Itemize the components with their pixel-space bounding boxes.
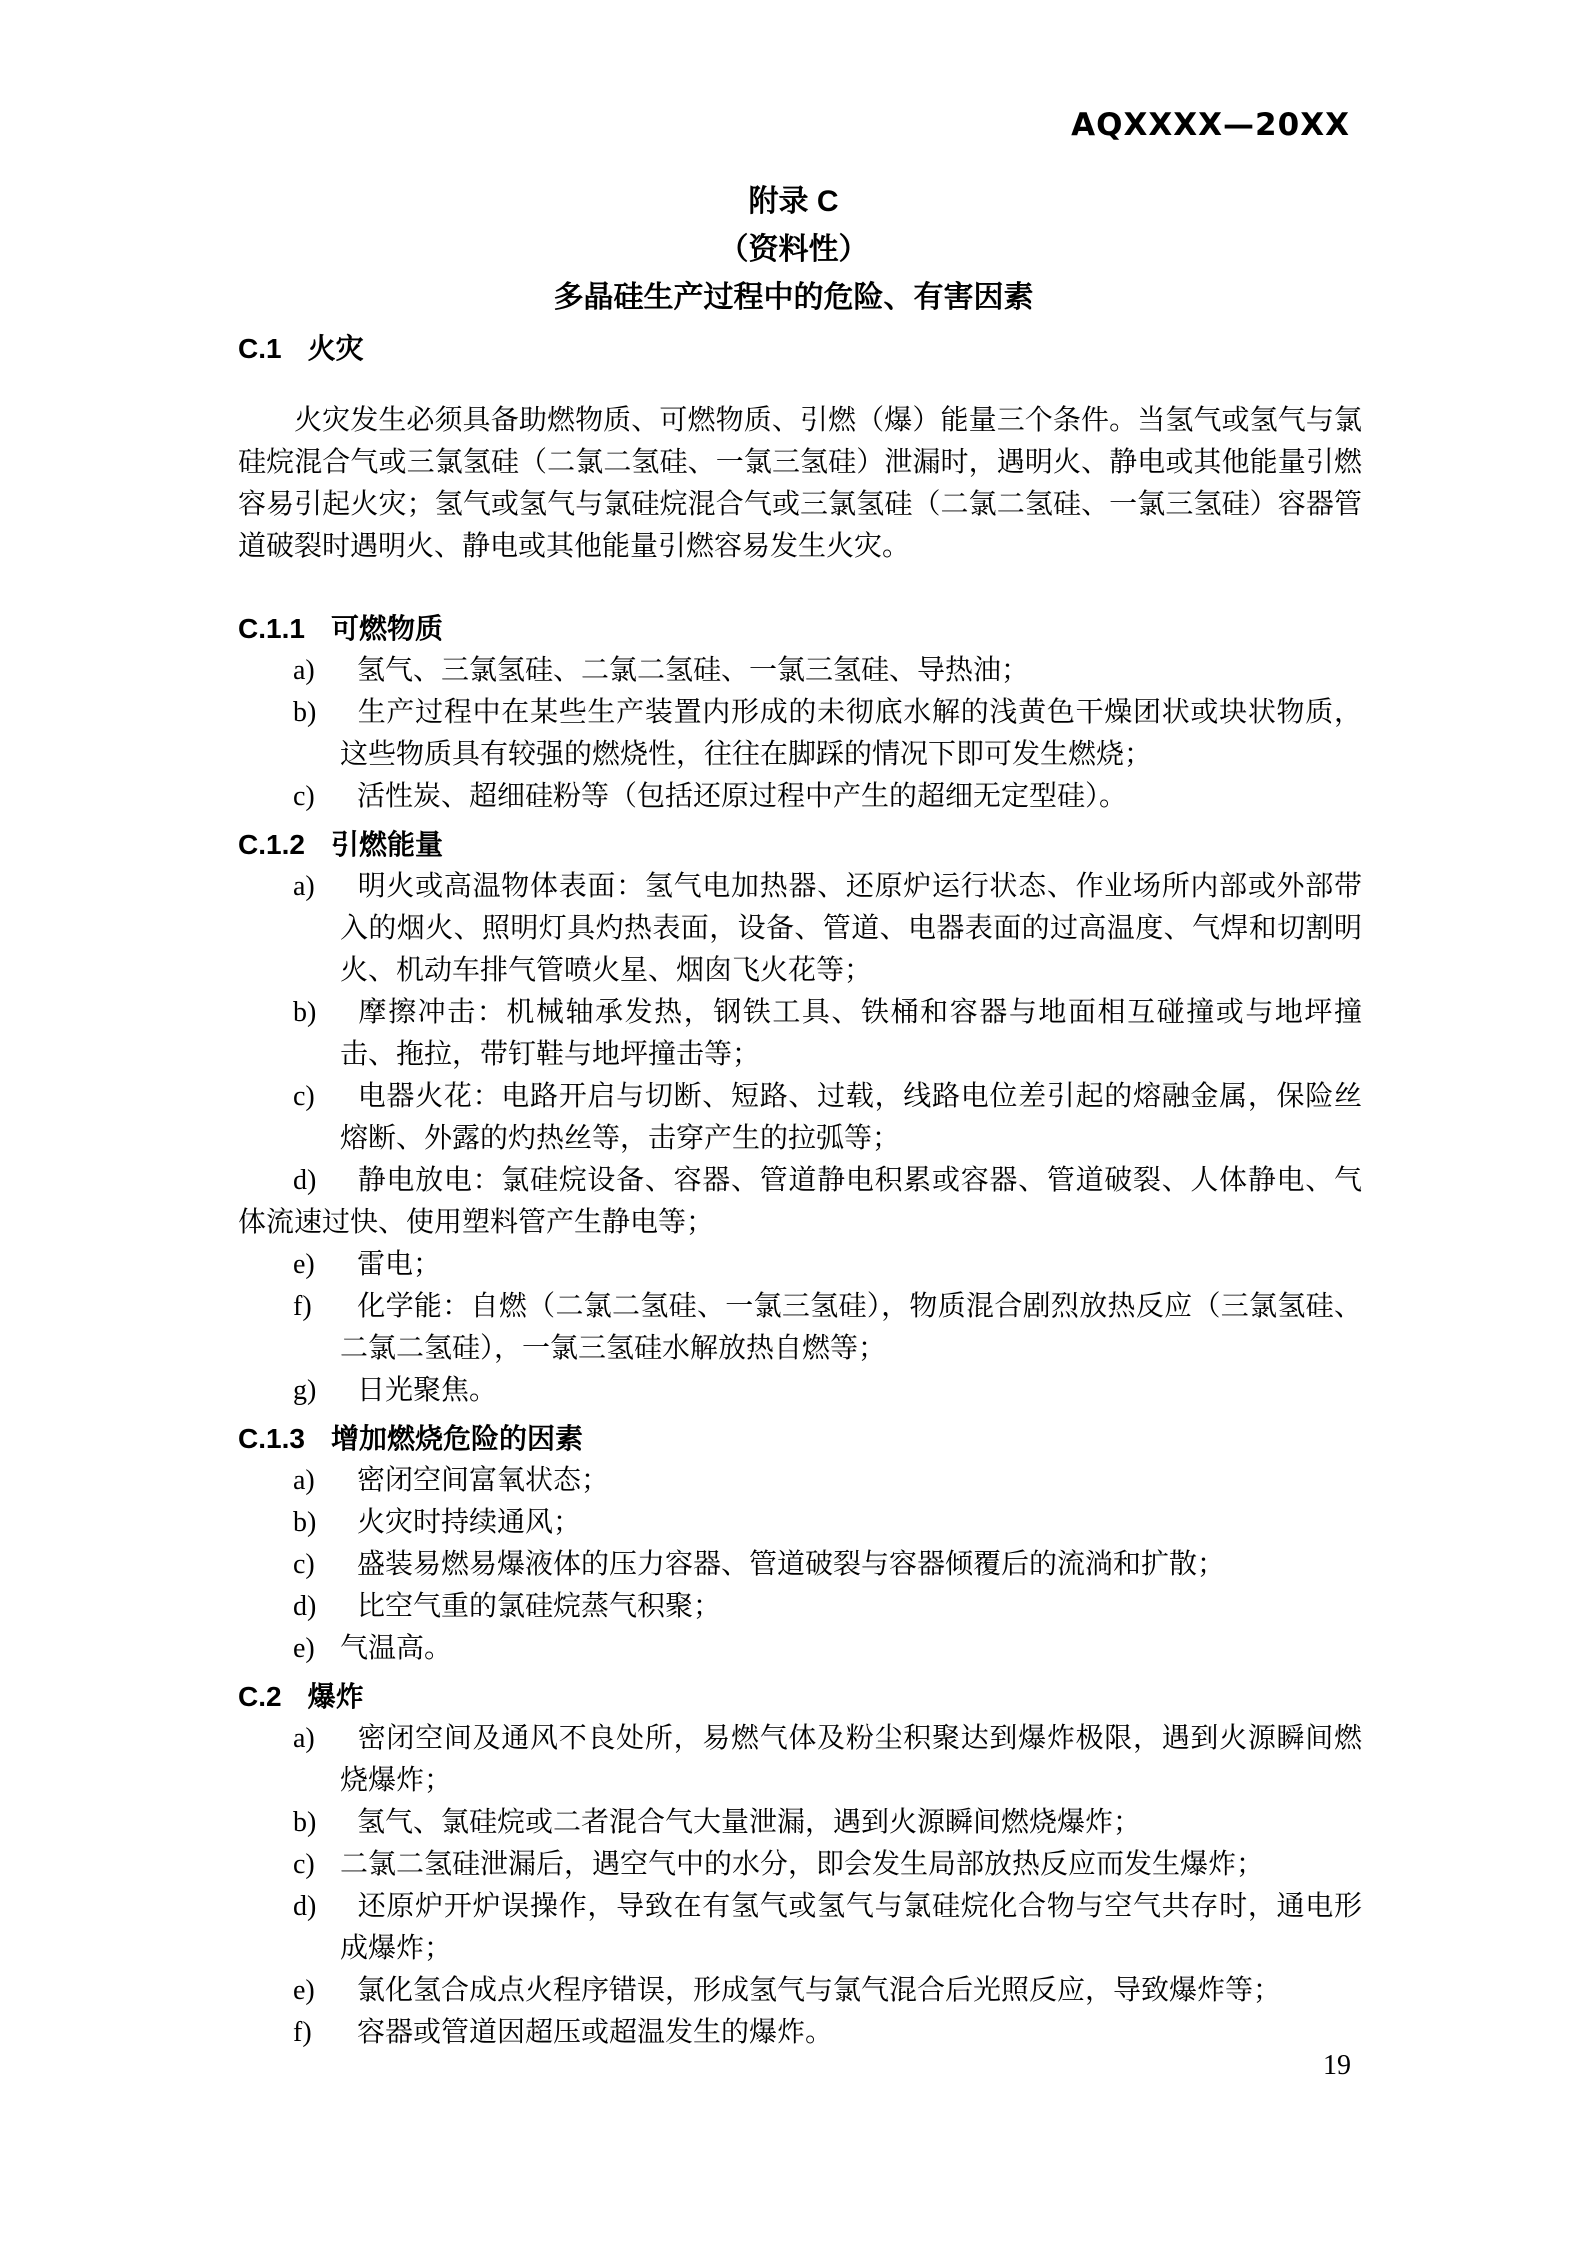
list-item-text: 氢气、氯硅烷或二者混合气大量泄漏，遇到火源瞬间燃烧爆炸； (357, 1807, 1142, 1838)
list-item-marker: g) (293, 1375, 317, 1406)
list-item-marker: d) (293, 1891, 317, 1922)
list-item-marker: d) (293, 1165, 317, 1196)
list-item (238, 1160, 1362, 1244)
list-item-marker: c) (293, 1549, 315, 1580)
list-item-marker: c) (293, 781, 315, 812)
appendix-title: 附录 C (748, 185, 839, 218)
list-item-text: 密闭空间富氧状态； (357, 1465, 610, 1496)
list-item (238, 1586, 1362, 1628)
list-item-marker: b) (293, 1507, 317, 1538)
list-item-text: 静电放电：氯硅烷设备、容器、管道静电积累或容器、管道破裂、人体静电、气体流速过快、使用塑料管产生静电等； (238, 1165, 1362, 1238)
list-item-text: 摩擦冲击：机械轴承发热，钢铁工具、铁桶和容器与地面相互碰撞或与地坪撞击、拖拉，带钉鞋与地坪撞击等； (340, 997, 1362, 1070)
section-title: 火灾 (307, 333, 364, 364)
section-heading (238, 1418, 1362, 1460)
section-heading (238, 608, 1362, 650)
document-header-code: AQXXXX—20XX (1071, 107, 1350, 143)
list-item-text: 活性炭、超细硅粉等（包括还原过程中产生的超细无定型硅）。 (357, 781, 1128, 812)
list-item-marker: f) (293, 2017, 312, 2048)
list-item-marker: a) (293, 871, 315, 902)
list-item-marker: e) (293, 1633, 315, 1664)
list-item-marker: a) (293, 1723, 315, 1754)
list-item (238, 866, 1362, 992)
list-item-marker: b) (293, 697, 317, 728)
list-item-text: 火灾时持续通风； (357, 1507, 582, 1538)
list-item-marker: c) (293, 1849, 315, 1880)
list-item-marker: a) (293, 1465, 315, 1496)
list-item (238, 2012, 1362, 2054)
list-item-text: 二氯二氢硅泄漏后，遇空气中的水分，即会发生局部放热反应而发生爆炸； (340, 1849, 1265, 1880)
section-heading (238, 824, 1362, 866)
list-item (238, 992, 1362, 1076)
section-title: 引燃能量 (330, 829, 443, 860)
list-item-marker: b) (293, 1807, 317, 1838)
list-item-marker: a) (293, 655, 315, 686)
section-heading (238, 328, 1362, 370)
list-item-text: 日光聚焦。 (357, 1375, 498, 1406)
section-number: C.1.1 (238, 613, 305, 644)
list-item-text: 氯化氢合成点火程序错误，形成氢气与氯气混合后光照反应，导致爆炸等； (357, 1975, 1282, 2006)
list-item (238, 1628, 1362, 1670)
list-item-text: 容器或管道因超压或超温发生的爆炸。 (357, 2017, 834, 2048)
list-item-text: 比空气重的氯硅烷蒸气积聚； (357, 1591, 722, 1622)
list-item-text: 盛装易燃易爆液体的压力容器、管道破裂与容器倾覆后的流淌和扩散； (357, 1549, 1226, 1580)
list-item-text: 电器火花：电路开启与切断、短路、过载，线路电位差引起的熔融金属，保险丝熔断、外露的灼热丝等，击穿产生的拉弧等； (340, 1081, 1362, 1154)
list-item (238, 1802, 1362, 1844)
list-item-marker: c) (293, 1081, 315, 1112)
list-item-marker: b) (293, 997, 317, 1028)
list-item (238, 650, 1362, 692)
document-body (238, 328, 1362, 2054)
list-item (238, 1286, 1362, 1370)
section-number: C.1.3 (238, 1423, 305, 1454)
list-item-marker: d) (293, 1591, 317, 1622)
list-item-text: 气温高。 (340, 1633, 453, 1664)
list-item-text: 雷电； (357, 1249, 442, 1280)
list-item (238, 1370, 1362, 1412)
list-item-marker: e) (293, 1975, 315, 2006)
list-item (238, 1886, 1362, 1970)
list-item-text: 密闭空间及通风不良处所，易燃气体及粉尘积聚达到爆炸极限，遇到火源瞬间燃烧爆炸； (340, 1723, 1362, 1796)
page-number: 19 (1323, 2050, 1351, 2081)
list-item (238, 692, 1362, 776)
list-item-text: 化学能：自燃（二氯二氢硅、一氯三氢硅），物质混合剧烈放热反应（三氯氢硅、二氯二氢硅），一氯三氢硅水解放热自燃等； (340, 1291, 1362, 1364)
list-item-marker: f) (293, 1291, 312, 1322)
section-title: 可燃物质 (330, 613, 443, 644)
list-item-text: 明火或高温物体表面：氢气电加热器、还原炉运行状态、作业场所内部或外部带入的烟火、照明灯具灼热表面，设备、管道、电器表面的过高温度、气焊和切割明火、机动车排气管喷火星、烟囱飞火花等； (340, 871, 1362, 986)
section-title: 增加燃烧危险的因素 (330, 1423, 583, 1454)
list-item (238, 1544, 1362, 1586)
list-item (238, 1244, 1362, 1286)
list-item-marker: e) (293, 1249, 315, 1280)
list-item (238, 1718, 1362, 1802)
section-title: 爆炸 (307, 1681, 364, 1712)
list-item (238, 1460, 1362, 1502)
section-number: C.1.2 (238, 829, 305, 860)
body-paragraph: 火灾发生必须具备助燃物质、可燃物质、引燃（爆）能量三个条件。当氢气或氢气与氯硅烷混合气或三氯氢硅（二氯二氢硅、一氯三氢硅）泄漏时，遇明火、静电或其他能量引燃容易引起火灾；氢气或氢气与氯硅烷混合气或三氯氢硅（二氯二氢硅、一氯三氢硅）容器管道破裂时遇明火、静电或其他能量引燃容易发生火灾。 (238, 405, 1362, 562)
list-item-text: 氢气、三氯氢硅、二氯二氢硅、一氯三氢硅、导热油； (357, 655, 1030, 686)
section-number: C.2 (238, 1681, 282, 1712)
list-item-text: 生产过程中在某些生产装置内形成的未彻底水解的浅黄色干燥团状或块状物质，这些物质具有较强的燃烧性，往往在脚踩的情况下即可发生燃烧； (340, 697, 1362, 770)
list-item (238, 1502, 1362, 1544)
section-heading (238, 1676, 1362, 1718)
list-item (238, 1970, 1362, 2012)
list-item (238, 1844, 1362, 1886)
section-number: C.1 (238, 333, 282, 364)
list-item (238, 776, 1362, 818)
list-item (238, 1076, 1362, 1160)
list-item-text: 还原炉开炉误操作，导致在有氢气或氢气与氯硅烷化合物与空气共存时，通电形成爆炸； (340, 1891, 1362, 1964)
appendix-subject-title: 多晶硅生产过程中的危险、有害因素 (553, 281, 1034, 314)
appendix-title-block (0, 178, 1587, 322)
appendix-type-note: （资料性） (718, 233, 869, 266)
